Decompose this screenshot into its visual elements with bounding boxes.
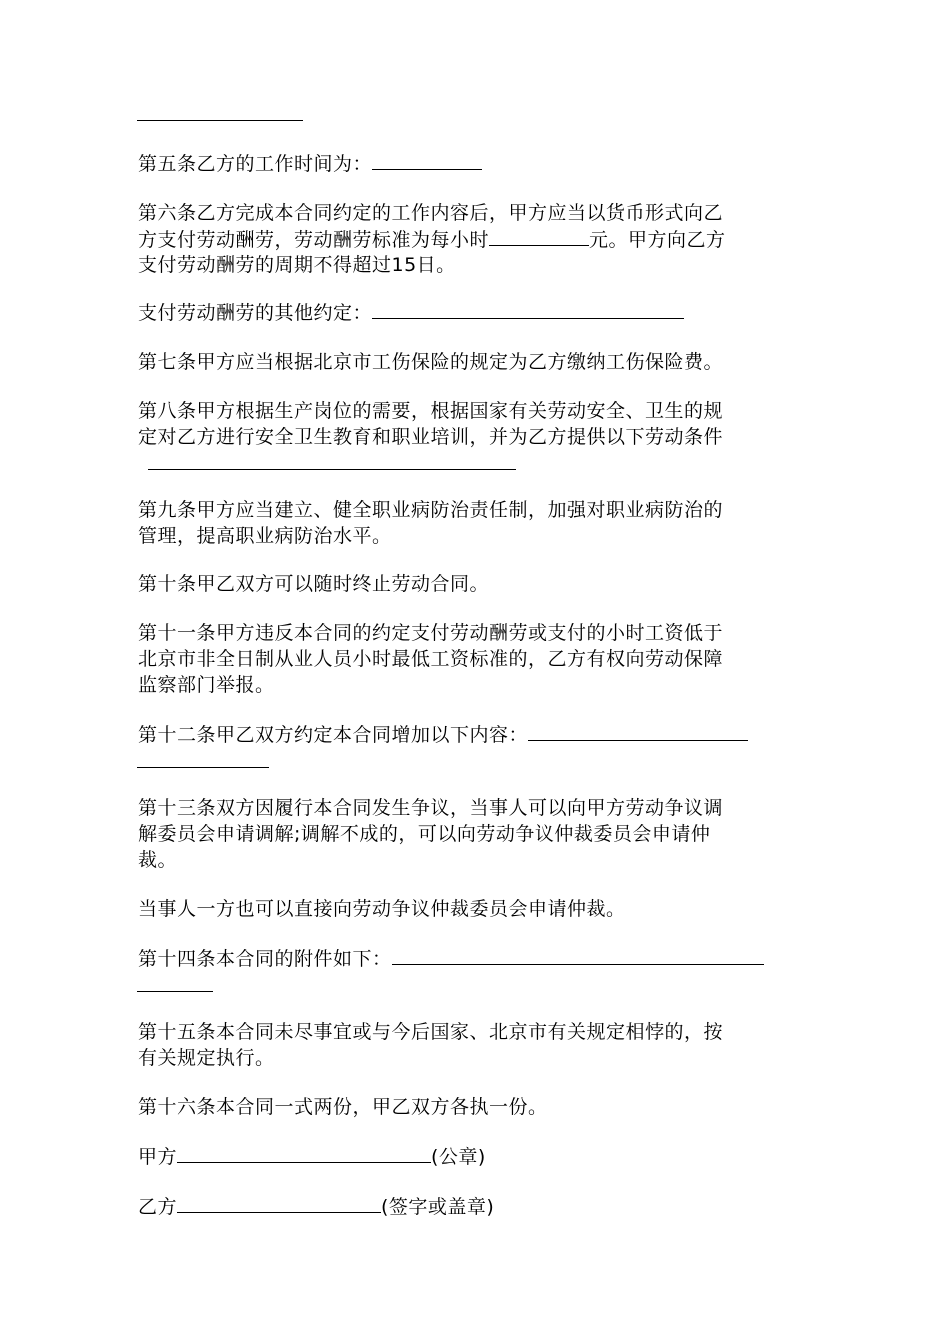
party-direct bbox=[138, 896, 818, 922]
article-6-line-2a: 方支付劳动酬劳，劳动酬劳标准为每小时 bbox=[138, 229, 490, 251]
party-a-blank bbox=[177, 1143, 431, 1163]
additional-content-blank bbox=[528, 721, 748, 741]
blank-line-top bbox=[137, 120, 303, 121]
article-13 bbox=[138, 795, 818, 873]
article-13-line-3: 裁。 bbox=[138, 849, 178, 871]
article-13-line-1: 第十三条双方因履行本合同发生争议，当事人可以向甲方劳动争议调 bbox=[138, 797, 724, 819]
party-b-seal: (签字或盖章) bbox=[381, 1196, 495, 1218]
party-direct-text: 当事人一方也可以直接向劳动争议仲裁委员会申请仲裁。 bbox=[138, 898, 626, 920]
article-10-text: 第十条甲乙双方可以随时终止劳动合同。 bbox=[138, 573, 490, 595]
article-15-line-1: 第十五条本合同未尽事宜或与今后国家、北京市有关规定相悖的，按 bbox=[138, 1021, 724, 1043]
hourly-rate-blank bbox=[489, 226, 589, 246]
article-7 bbox=[138, 349, 818, 375]
article-12 bbox=[138, 721, 818, 747]
article-6-line-1: 第六条乙方完成本合同约定的工作内容后，甲方应当以货币形式向乙 bbox=[138, 202, 724, 224]
article-8-line-1: 第八条甲方根据生产岗位的需要，根据国家有关劳动安全、卫生的规 bbox=[138, 400, 724, 422]
article-10 bbox=[138, 571, 818, 597]
article-12-text: 第十二条甲乙双方约定本合同增加以下内容： bbox=[138, 724, 529, 746]
article-14 bbox=[138, 945, 818, 971]
pay-other-text: 支付劳动酬劳的其他约定： bbox=[138, 302, 373, 324]
article-16 bbox=[138, 1094, 818, 1120]
party-b-blank bbox=[177, 1193, 381, 1213]
article-11-line-3: 监察部门举报。 bbox=[138, 674, 275, 696]
article-11-line-2: 北京市非全日制从业人员小时最低工资标准的，乙方有权向劳动保障 bbox=[138, 648, 724, 670]
party-a-seal: (公章) bbox=[431, 1146, 486, 1168]
work-conditions-blank bbox=[148, 469, 516, 470]
party-b-label: 乙方 bbox=[138, 1196, 178, 1218]
article-11-line-1: 第十一条甲方违反本合同的约定支付劳动酬劳或支付的小时工资低于 bbox=[138, 622, 724, 644]
party-a-label: 甲方 bbox=[138, 1146, 178, 1168]
article-7-text: 第七条甲方应当根据北京市工伤保险的规定为乙方缴纳工伤保险费。 bbox=[138, 351, 724, 373]
article-14-text: 第十四条本合同的附件如下： bbox=[138, 948, 392, 970]
article-11 bbox=[138, 620, 818, 698]
article-9 bbox=[138, 497, 818, 549]
article-6 bbox=[138, 200, 818, 278]
article-15 bbox=[138, 1019, 818, 1071]
additional-content-blank-line-2 bbox=[137, 767, 269, 768]
article-13-line-2: 解委员会申请调解;调解不成的，可以向劳动争议仲裁委员会申请仲 bbox=[138, 823, 711, 845]
work-hours-blank bbox=[372, 150, 482, 170]
article-6-line-2b: 元。甲方向乙方 bbox=[589, 229, 726, 251]
article-6-line-3: 支付劳动酬劳的周期不得超过15日。 bbox=[138, 254, 456, 276]
pay-other bbox=[138, 299, 818, 325]
article-16-text: 第十六条本合同一式两份，甲乙双方各执一份。 bbox=[138, 1096, 548, 1118]
article-5-text: 第五条乙方的工作时间为： bbox=[138, 153, 373, 175]
party-b-signature bbox=[138, 1193, 818, 1219]
article-15-line-2: 有关规定执行。 bbox=[138, 1047, 275, 1069]
attachments-blank-line-2 bbox=[137, 991, 213, 992]
article-8 bbox=[138, 398, 818, 450]
attachments-blank bbox=[392, 945, 764, 965]
article-8-line-2: 定对乙方进行安全卫生教育和职业培训，并为乙方提供以下劳动条件 bbox=[138, 426, 724, 448]
article-5 bbox=[138, 150, 818, 176]
article-9-line-1: 第九条甲方应当建立、健全职业病防治责任制，加强对职业病防治的 bbox=[138, 499, 724, 521]
pay-other-blank bbox=[372, 299, 684, 319]
article-9-line-2: 管理，提高职业病防治水平。 bbox=[138, 525, 392, 547]
party-a-signature bbox=[138, 1143, 818, 1169]
